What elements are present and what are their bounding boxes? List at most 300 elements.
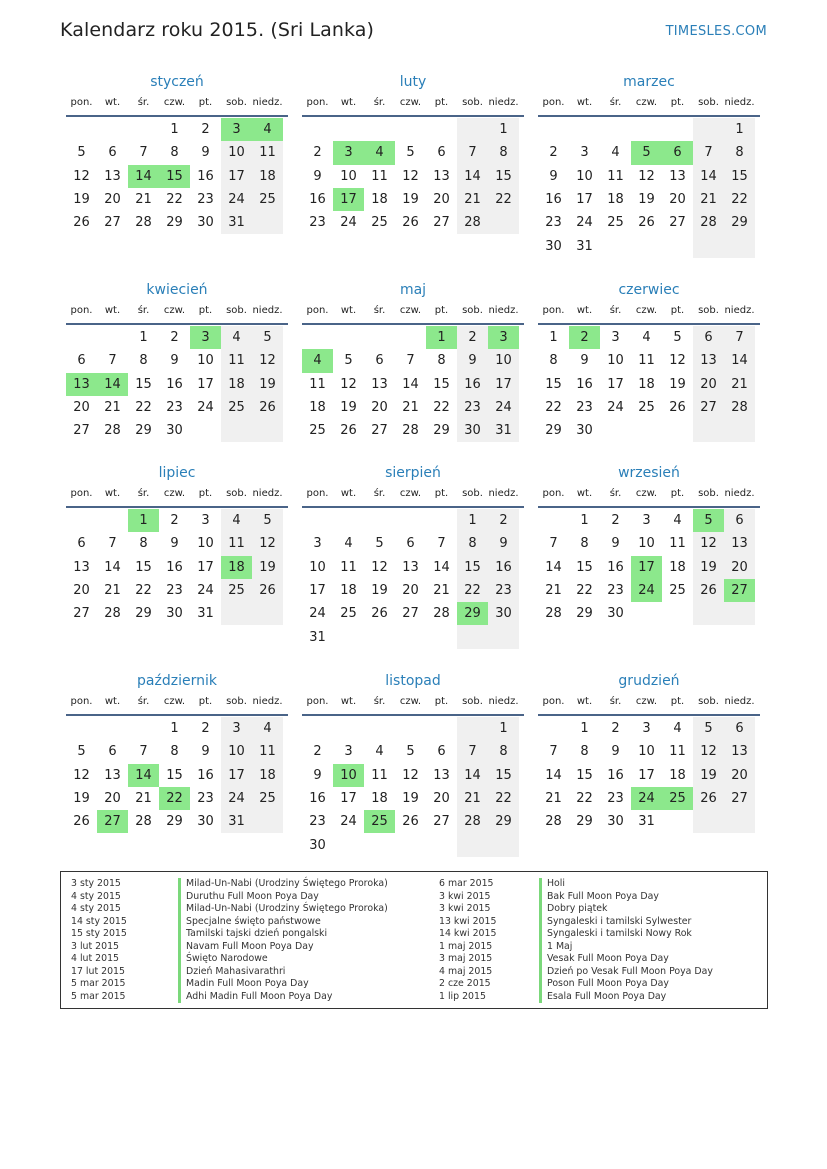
day-cell: 19: [73, 192, 90, 208]
day-cell: 7: [549, 536, 558, 552]
empty-cell: [631, 419, 662, 442]
weekday-header: pon.: [70, 696, 93, 707]
day-cell: 6: [437, 145, 446, 161]
day-cell: 18: [252, 165, 283, 188]
empty-cell: [488, 625, 519, 648]
day-cell: 10: [638, 744, 655, 760]
month-block: [302, 72, 524, 234]
day-cell: 25: [371, 215, 388, 231]
day-cell: 18: [669, 559, 686, 575]
holiday-legend: [60, 871, 768, 1009]
day-cell: 2: [611, 513, 620, 529]
day-grid: [302, 509, 524, 649]
day-cell: 30: [166, 606, 183, 622]
holiday-day-cell: 3: [488, 326, 519, 349]
day-cell: 1: [139, 330, 148, 346]
day-cell: 23: [545, 215, 562, 231]
day-cell: 27: [73, 423, 90, 439]
day-cell: 13: [433, 767, 450, 783]
weekday-header: niedz.: [488, 97, 519, 108]
day-cell: 24: [221, 787, 252, 810]
month-name: czerwiec: [618, 282, 680, 298]
day-cell: 1: [170, 721, 179, 737]
day-cell: 9: [611, 536, 620, 552]
day-cell: 11: [669, 536, 686, 552]
day-cell: 21: [402, 400, 419, 416]
weekday-header: czw.: [635, 305, 658, 316]
empty-cell: [97, 118, 128, 141]
day-cell: 6: [724, 717, 755, 740]
holiday-day-cell: 14: [128, 165, 159, 188]
header-divider: [538, 323, 760, 325]
weekday-header: czw.: [635, 696, 658, 707]
weekday-header-row: [538, 92, 760, 114]
day-cell: 24: [221, 188, 252, 211]
empty-cell: [302, 118, 333, 141]
day-cell: 13: [724, 532, 755, 555]
day-cell: 27: [693, 396, 724, 419]
weekday-header-row: [66, 483, 288, 505]
empty-cell: [333, 509, 364, 532]
day-cell: 14: [545, 767, 562, 783]
day-cell: 10: [197, 353, 214, 369]
day-cell: 1: [488, 717, 519, 740]
empty-cell: [662, 118, 693, 141]
day-cell: 2: [170, 513, 179, 529]
day-cell: 22: [576, 583, 593, 599]
day-cell: 23: [197, 791, 214, 807]
weekday-header: sob.: [226, 696, 247, 707]
holiday-day-cell: 10: [333, 764, 364, 787]
legend-date: 5 mar 2015: [71, 978, 126, 989]
empty-cell: [662, 234, 693, 257]
day-cell: 16: [607, 767, 624, 783]
legend-date: 3 kwi 2015: [439, 890, 491, 902]
month-name: listopad: [385, 673, 441, 689]
weekday-header: sob.: [462, 488, 483, 499]
day-cell: 3: [221, 717, 252, 740]
weekday-header: czw.: [399, 305, 422, 316]
day-cell: 19: [693, 764, 724, 787]
day-cell: 24: [576, 215, 593, 231]
day-cell: 26: [371, 606, 388, 622]
empty-cell: [488, 211, 519, 234]
weekday-header: pon.: [70, 305, 93, 316]
empty-cell: [395, 509, 426, 532]
weekday-header: śr.: [373, 696, 386, 707]
legend-holiday-name: Dzień po Vesak Full Moon Poya Day: [539, 966, 713, 979]
weekday-header: pon.: [306, 488, 329, 499]
empty-cell: [252, 602, 283, 625]
day-cell: 8: [580, 744, 589, 760]
day-cell: 16: [197, 767, 214, 783]
day-cell: 20: [724, 764, 755, 787]
day-cell: 25: [221, 579, 252, 602]
day-cell: 13: [371, 376, 388, 392]
day-cell: 14: [457, 165, 488, 188]
day-cell: 22: [135, 400, 152, 416]
weekday-header-row: [302, 92, 524, 114]
day-cell: 12: [638, 168, 655, 184]
day-cell: 28: [104, 423, 121, 439]
day-cell: 8: [170, 145, 179, 161]
day-cell: 4: [611, 145, 620, 161]
day-cell: 9: [549, 168, 558, 184]
weekday-header: niedz.: [252, 305, 283, 316]
day-cell: 18: [252, 764, 283, 787]
day-cell: 10: [340, 168, 357, 184]
day-cell: 10: [576, 168, 593, 184]
holiday-day-cell: 14: [97, 373, 128, 396]
empty-cell: [221, 602, 252, 625]
day-grid: [302, 326, 524, 442]
legend-holiday-name: Vesak Full Moon Poya Day: [539, 953, 713, 966]
day-cell: 26: [693, 787, 724, 810]
day-cell: 29: [488, 810, 519, 833]
day-cell: 6: [108, 145, 117, 161]
holiday-day-cell: 3: [190, 326, 221, 349]
weekday-header: czw.: [399, 488, 422, 499]
weekday-header: pt.: [434, 488, 449, 499]
weekday-header: pt.: [198, 97, 213, 108]
legend-date: 5 mar 2015: [71, 990, 126, 1002]
day-cell: 18: [309, 400, 326, 416]
day-cell: 29: [576, 606, 593, 622]
legend-date: 1 lip 2015: [439, 990, 486, 1002]
weekday-header: pon.: [306, 305, 329, 316]
day-cell: 16: [488, 556, 519, 579]
day-cell: 9: [457, 349, 488, 372]
day-cell: 17: [607, 376, 624, 392]
weekday-header: wt.: [576, 97, 593, 108]
header-divider: [66, 714, 288, 716]
day-cell: 15: [724, 165, 755, 188]
day-cell: 13: [73, 559, 90, 575]
weekday-header: niedz.: [724, 305, 755, 316]
holiday-day-cell: 14: [128, 764, 159, 787]
day-grid: [538, 118, 760, 258]
day-cell: 23: [457, 396, 488, 419]
weekday-header: wt.: [340, 696, 357, 707]
day-cell: 11: [638, 353, 655, 369]
day-cell: 16: [166, 376, 183, 392]
holiday-day-cell: 1: [128, 509, 159, 532]
day-cell: 16: [309, 791, 326, 807]
empty-cell: [693, 602, 724, 625]
day-cell: 17: [197, 376, 214, 392]
day-cell: 24: [309, 606, 326, 622]
holiday-day-cell: 22: [159, 787, 190, 810]
day-cell: 23: [607, 583, 624, 599]
weekday-header: wt.: [576, 488, 593, 499]
holiday-day-cell: 24: [631, 579, 662, 602]
weekday-header: pon.: [542, 97, 565, 108]
weekday-header-row: [302, 691, 524, 713]
day-cell: 30: [488, 602, 519, 625]
day-cell: 9: [170, 536, 179, 552]
weekday-header: pon.: [70, 97, 93, 108]
day-cell: 26: [73, 215, 90, 231]
day-cell: 13: [669, 168, 686, 184]
empty-cell: [457, 118, 488, 141]
weekday-header-row: [66, 92, 288, 114]
day-cell: 15: [576, 767, 593, 783]
day-cell: 7: [108, 353, 117, 369]
day-cell: 16: [309, 192, 326, 208]
day-cell: 25: [309, 423, 326, 439]
month-block: [66, 72, 288, 234]
empty-cell: [364, 326, 395, 349]
day-cell: 7: [139, 145, 148, 161]
empty-cell: [333, 625, 364, 648]
day-cell: 21: [545, 583, 562, 599]
day-cell: 29: [724, 211, 755, 234]
day-cell: 7: [724, 326, 755, 349]
day-cell: 24: [197, 583, 214, 599]
day-cell: 11: [371, 168, 388, 184]
empty-cell: [97, 509, 128, 532]
day-cell: 6: [77, 536, 86, 552]
day-cell: 23: [607, 791, 624, 807]
day-cell: 3: [580, 145, 589, 161]
day-cell: 25: [638, 400, 655, 416]
holiday-day-cell: 27: [97, 810, 128, 833]
weekday-header-row: [302, 300, 524, 322]
day-cell: 13: [104, 168, 121, 184]
day-cell: 5: [77, 744, 86, 760]
weekday-header: sob.: [462, 305, 483, 316]
day-cell: 16: [607, 559, 624, 575]
day-cell: 17: [576, 192, 593, 208]
day-cell: 26: [402, 814, 419, 830]
weekday-header: niedz.: [252, 97, 283, 108]
weekday-header: wt.: [104, 696, 121, 707]
day-cell: 16: [166, 559, 183, 575]
weekday-header-row: [66, 300, 288, 322]
day-cell: 11: [371, 767, 388, 783]
empty-cell: [662, 602, 693, 625]
legend-holiday-name: Esala Full Moon Poya Day: [539, 991, 713, 1004]
day-cell: 28: [457, 211, 488, 234]
weekday-header: wt.: [340, 488, 357, 499]
day-cell: 7: [457, 141, 488, 164]
day-cell: 8: [139, 353, 148, 369]
day-cell: 24: [197, 400, 214, 416]
empty-cell: [631, 602, 662, 625]
day-cell: 26: [693, 579, 724, 602]
day-cell: 20: [104, 791, 121, 807]
month-block: [302, 671, 524, 857]
day-cell: 2: [611, 721, 620, 737]
day-cell: 22: [488, 787, 519, 810]
weekday-header: śr.: [609, 696, 622, 707]
day-cell: 1: [457, 509, 488, 532]
day-cell: 20: [371, 400, 388, 416]
empty-cell: [600, 234, 631, 257]
day-cell: 12: [252, 349, 283, 372]
day-cell: 1: [580, 721, 589, 737]
empty-cell: [395, 625, 426, 648]
empty-cell: [97, 326, 128, 349]
weekday-header: pt.: [434, 696, 449, 707]
empty-cell: [395, 717, 426, 740]
empty-cell: [364, 625, 395, 648]
day-cell: 15: [135, 376, 152, 392]
brand-link[interactable]: TIMESLES.COM: [665, 24, 767, 39]
header-divider: [538, 506, 760, 508]
weekday-header: pon.: [542, 696, 565, 707]
empty-cell: [302, 717, 333, 740]
weekday-header: śr.: [609, 488, 622, 499]
day-grid: [302, 717, 524, 857]
day-cell: 6: [375, 353, 384, 369]
holiday-day-cell: 13: [66, 373, 97, 396]
holiday-day-cell: 18: [221, 556, 252, 579]
weekday-header: czw.: [399, 97, 422, 108]
holiday-day-cell: 27: [724, 579, 755, 602]
day-cell: 30: [545, 238, 562, 254]
empty-cell: [302, 509, 333, 532]
holiday-day-cell: 3: [333, 141, 364, 164]
empty-cell: [631, 118, 662, 141]
day-cell: 9: [313, 168, 322, 184]
day-cell: 19: [669, 376, 686, 392]
day-cell: 20: [693, 373, 724, 396]
day-cell: 12: [73, 168, 90, 184]
legend-holiday-name: Bak Full Moon Poya Day: [539, 891, 713, 904]
holiday-day-cell: 25: [364, 810, 395, 833]
day-cell: 19: [371, 583, 388, 599]
day-cell: 13: [104, 767, 121, 783]
day-cell: 8: [488, 740, 519, 763]
empty-cell: [488, 833, 519, 856]
day-cell: 30: [607, 606, 624, 622]
day-cell: 29: [135, 423, 152, 439]
day-cell: 8: [139, 536, 148, 552]
day-cell: 13: [724, 740, 755, 763]
day-cell: 21: [135, 192, 152, 208]
day-cell: 15: [488, 165, 519, 188]
empty-cell: [66, 717, 97, 740]
holiday-day-cell: 5: [631, 141, 662, 164]
day-cell: 5: [673, 330, 682, 346]
day-cell: 22: [433, 400, 450, 416]
day-cell: 19: [252, 373, 283, 396]
weekday-header: sob.: [462, 696, 483, 707]
empty-cell: [693, 810, 724, 833]
weekday-header: czw.: [399, 696, 422, 707]
empty-cell: [221, 419, 252, 442]
day-cell: 23: [166, 400, 183, 416]
legend-holiday-name: Dobry piątek: [539, 903, 713, 916]
day-cell: 6: [77, 353, 86, 369]
weekday-header: pon.: [542, 488, 565, 499]
holiday-day-cell: 5: [693, 509, 724, 532]
day-cell: 10: [638, 536, 655, 552]
day-cell: 19: [402, 791, 419, 807]
empty-cell: [457, 833, 488, 856]
day-cell: 28: [104, 606, 121, 622]
day-cell: 10: [607, 353, 624, 369]
header-divider: [66, 506, 288, 508]
legend-date: 4 sty 2015: [71, 903, 121, 914]
empty-cell: [66, 118, 97, 141]
day-cell: 6: [437, 744, 446, 760]
day-cell: 7: [693, 141, 724, 164]
day-cell: 4: [642, 330, 651, 346]
empty-cell: [693, 419, 724, 442]
legend-names-col-2: [539, 878, 713, 1003]
day-grid: [66, 717, 288, 833]
day-cell: 12: [371, 559, 388, 575]
weekday-header: niedz.: [488, 488, 519, 499]
day-cell: 25: [340, 606, 357, 622]
day-cell: 28: [135, 215, 152, 231]
weekday-header: sob.: [698, 488, 719, 499]
empty-cell: [364, 717, 395, 740]
day-cell: 10: [488, 349, 519, 372]
header-divider: [66, 323, 288, 325]
header-divider: [302, 323, 524, 325]
day-cell: 15: [457, 556, 488, 579]
empty-cell: [538, 509, 569, 532]
day-cell: 13: [402, 559, 419, 575]
day-cell: 28: [457, 810, 488, 833]
weekday-header: sob.: [698, 305, 719, 316]
empty-cell: [724, 602, 755, 625]
day-cell: 19: [693, 556, 724, 579]
day-cell: 11: [252, 740, 283, 763]
day-grid: [538, 509, 760, 625]
day-cell: 12: [693, 532, 724, 555]
month-name: grudzień: [618, 673, 680, 689]
weekday-header: pt.: [670, 488, 685, 499]
day-cell: 14: [433, 559, 450, 575]
empty-cell: [66, 509, 97, 532]
header-divider: [302, 506, 524, 508]
header-divider: [302, 714, 524, 716]
empty-cell: [600, 118, 631, 141]
weekday-header: wt.: [104, 97, 121, 108]
day-cell: 22: [545, 400, 562, 416]
day-cell: 28: [693, 211, 724, 234]
empty-cell: [426, 833, 457, 856]
day-cell: 6: [406, 536, 415, 552]
empty-cell: [364, 118, 395, 141]
day-cell: 3: [642, 513, 651, 529]
weekday-header: niedz.: [252, 488, 283, 499]
day-cell: 22: [724, 188, 755, 211]
day-cell: 8: [170, 744, 179, 760]
empty-cell: [364, 509, 395, 532]
empty-cell: [364, 833, 395, 856]
day-cell: 13: [693, 349, 724, 372]
day-grid: [302, 118, 524, 234]
legend-date: 3 lut 2015: [71, 940, 120, 952]
day-cell: 30: [166, 423, 183, 439]
legend-holiday-name: Holi: [539, 878, 713, 891]
legend-holiday-name: Adhi Madin Full Moon Poya Day: [178, 991, 388, 1004]
day-cell: 23: [197, 192, 214, 208]
empty-cell: [333, 326, 364, 349]
day-cell: 4: [221, 326, 252, 349]
day-cell: 26: [252, 579, 283, 602]
day-cell: 17: [221, 165, 252, 188]
day-cell: 23: [309, 215, 326, 231]
empty-cell: [426, 625, 457, 648]
day-cell: 8: [549, 353, 558, 369]
empty-cell: [252, 419, 283, 442]
